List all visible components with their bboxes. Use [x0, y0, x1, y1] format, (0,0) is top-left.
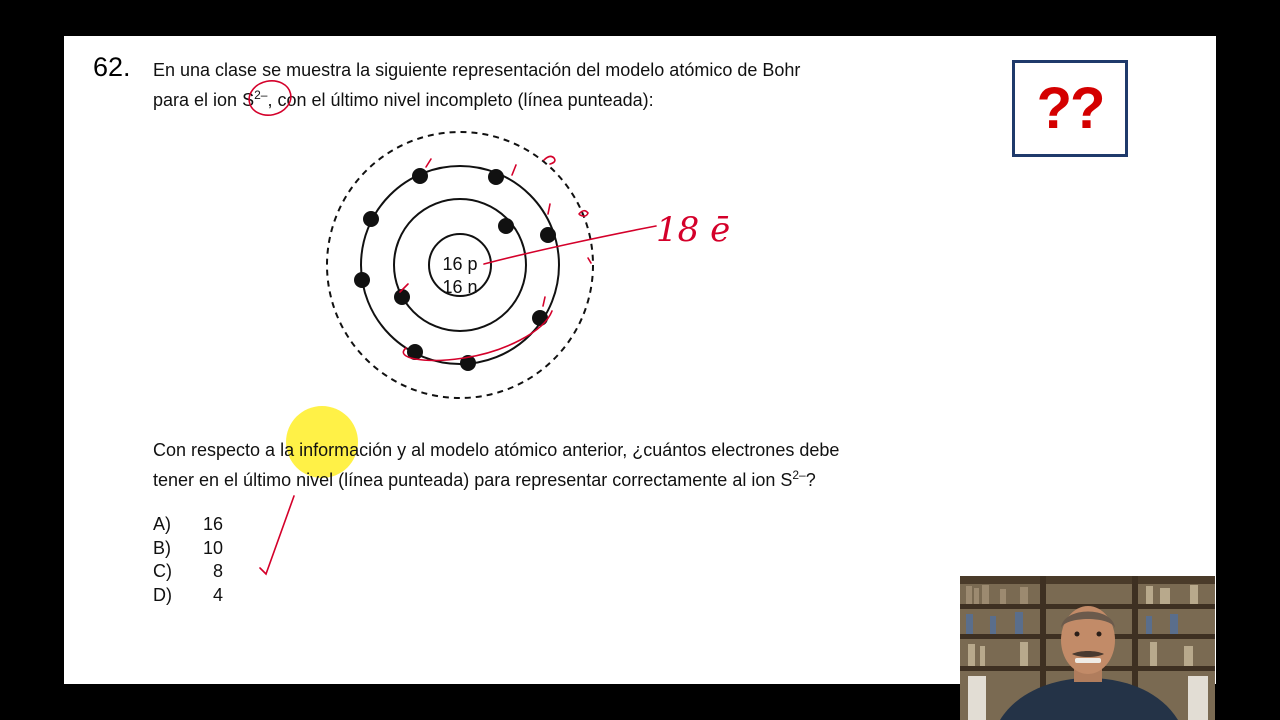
nucleus-protons: 16 p [442, 254, 478, 274]
webcam-scene [960, 576, 1215, 720]
question-prompt-line2 [153, 468, 816, 491]
option-c [153, 561, 223, 582]
option-letter: C) [153, 561, 172, 581]
prompt-line2-after: ? [805, 470, 816, 490]
scribble-mark [588, 258, 591, 263]
option-value: 16 [202, 514, 223, 534]
prompt-ion-symbol: S [780, 470, 793, 490]
electron [394, 289, 410, 305]
question-number: 62. [93, 52, 131, 82]
electron [412, 168, 428, 184]
electron [488, 169, 504, 185]
electron [354, 272, 370, 288]
question-intro-line1: En una clase se muestra la siguiente representación del modelo atómico de Bohr [153, 60, 801, 80]
intro-line2-after: , con el último nivel incompleto (línea punteada): [267, 90, 654, 110]
prompt-line2-before: tener en el último nivel (línea punteada) para representar correctamente al ion [153, 470, 781, 490]
presenter-webcam [960, 576, 1215, 720]
intro-line2-before: para el ion [153, 90, 243, 110]
option-letter: A) [153, 514, 171, 534]
electron-count-annotation: 18 ē [656, 210, 731, 250]
option-a [153, 514, 223, 535]
shell-tick [512, 165, 516, 175]
question-prompt-line1: Con respecto a la información y al modelo atómico anterior, ¿cuántos electrones debe [153, 440, 840, 460]
nucleus-neutrons: 16 n [442, 277, 478, 297]
option-value: 10 [202, 538, 223, 558]
shell-tick [543, 297, 545, 306]
option-letter: B) [153, 538, 171, 558]
checkmark [260, 496, 294, 574]
option-b [153, 538, 223, 559]
shell-tick [426, 159, 431, 167]
electron [363, 211, 379, 227]
handwritten-annotations [246, 77, 656, 574]
electron [540, 227, 556, 243]
badge-text: ?? [1036, 76, 1104, 141]
ion-symbol: S [242, 90, 255, 110]
electron [532, 310, 548, 326]
ion-charge: 2– [254, 88, 268, 102]
shell-tick [548, 204, 550, 214]
prompt-ion-charge: 2– [792, 468, 806, 482]
option-d [153, 585, 223, 606]
option-letter: D) [153, 585, 172, 605]
ion-circle-mark [246, 77, 294, 119]
option-value: 4 [212, 585, 223, 605]
option-value: 8 [212, 561, 223, 581]
electron [498, 218, 514, 234]
